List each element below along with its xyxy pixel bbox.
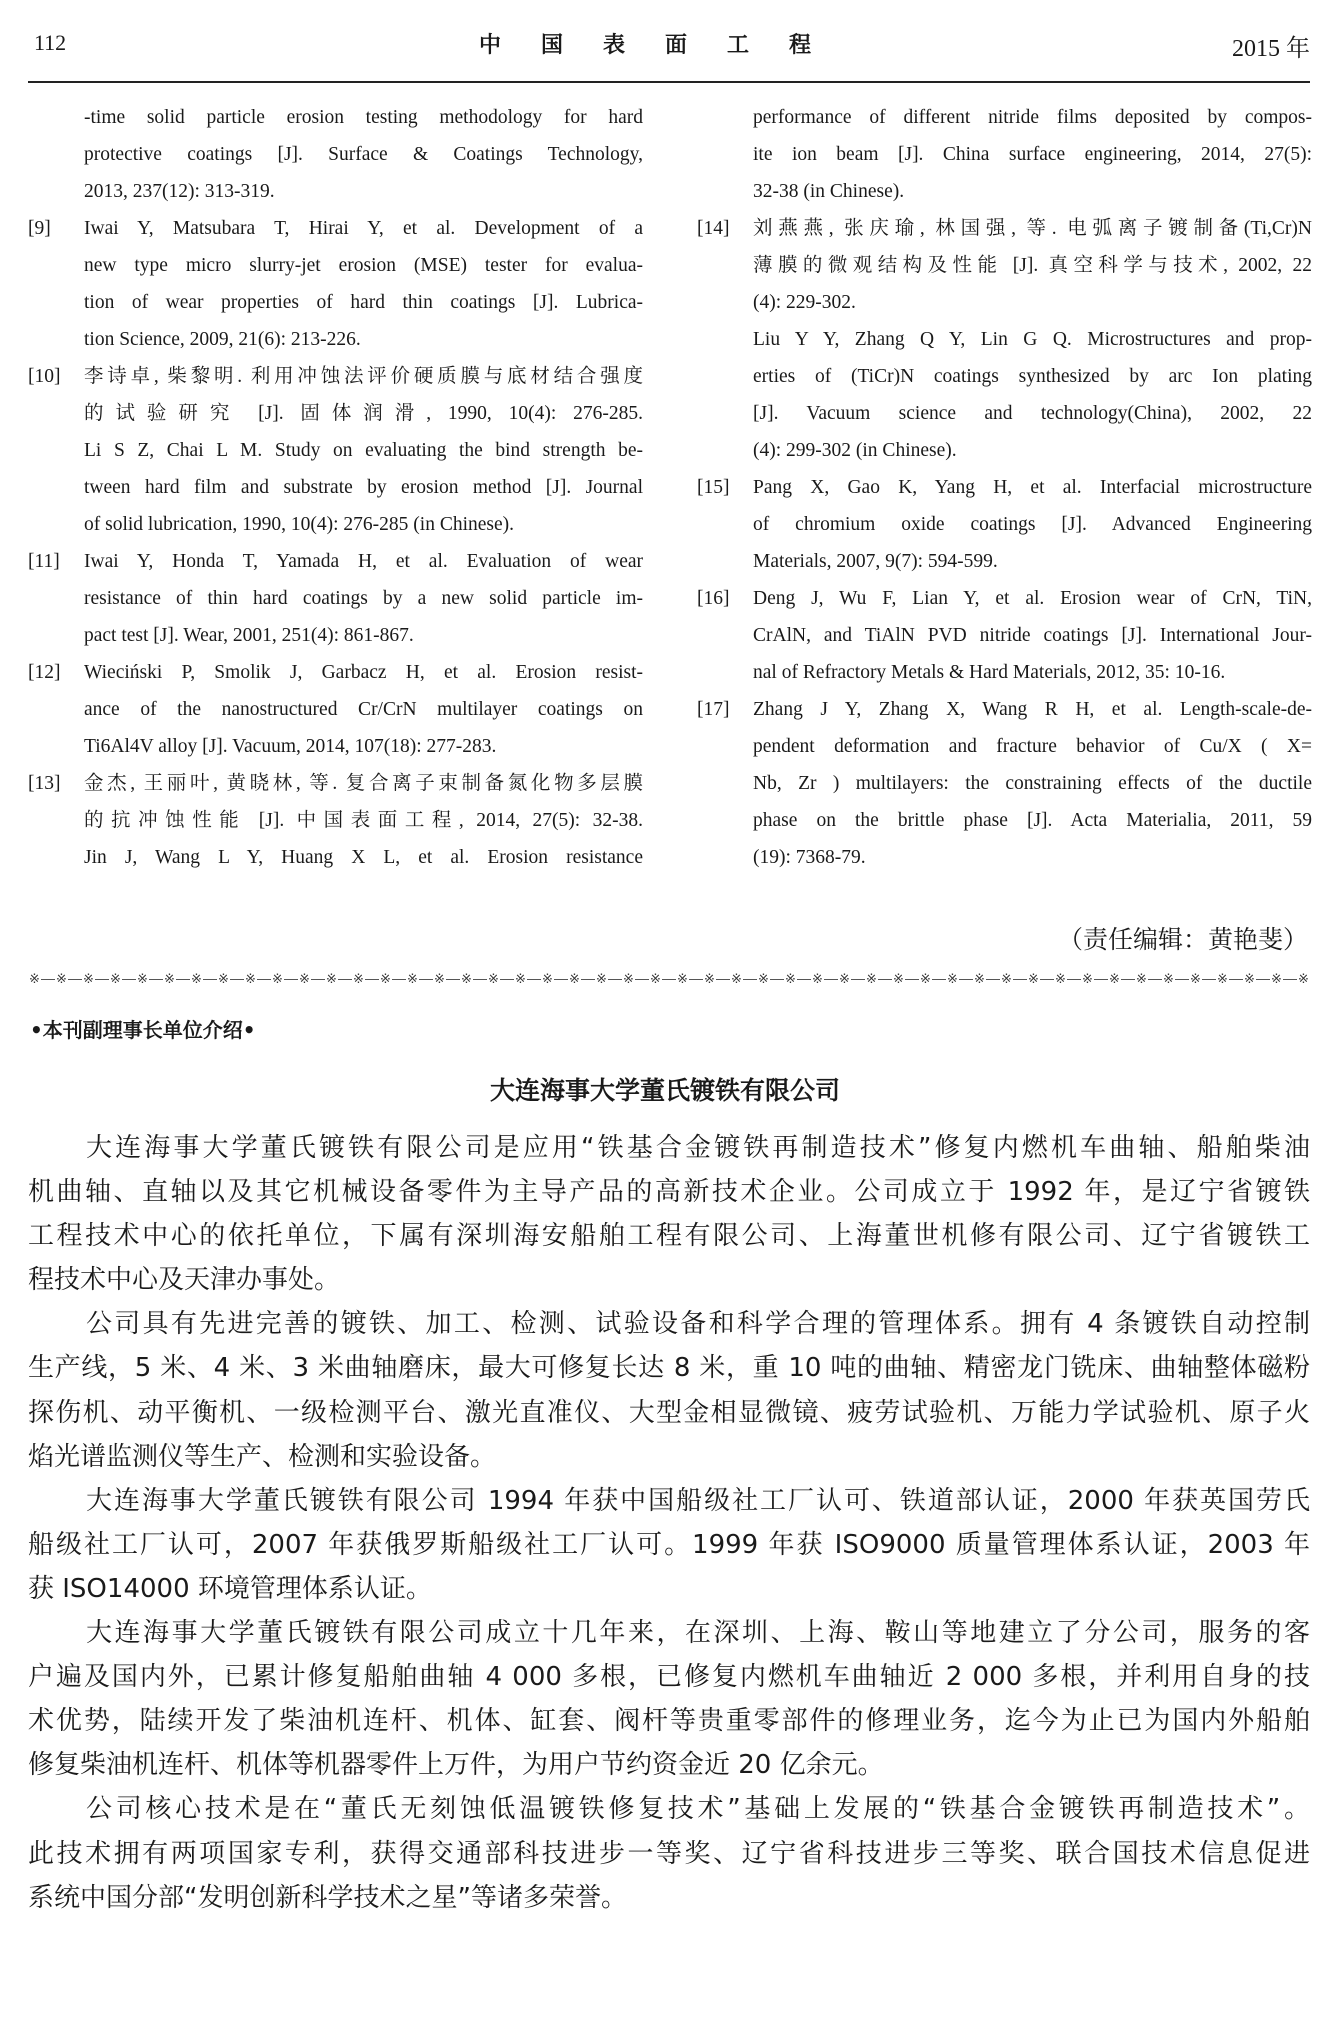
reference-line: tion Science, 2009, 21(6): 213-226. <box>84 329 361 350</box>
separator-ornament-icon: ※ <box>83 971 94 987</box>
reference-line: Pang X, Gao K, Yang H, et al. Interfacial microstructure <box>753 477 1312 498</box>
reference-item <box>697 210 1312 469</box>
separator-ornament-icon: ※ <box>191 971 202 987</box>
reference-label: [12] <box>28 662 61 683</box>
reference-line: CrAlN, and TiAlN PVD nitride coatings [J]. International Jour- <box>753 625 1312 646</box>
separator-ornament-icon: ※ <box>29 971 40 987</box>
reference-line: of solid lubrication, 1990, 10(4): 276-285 (in Chinese). <box>84 514 515 535</box>
reference-line: 的试验研究 [J]. 固体润滑, 1990, 10(4): 276-285. <box>84 403 643 424</box>
reference-label: [9] <box>28 218 51 239</box>
separator-ornament-icon: ※ <box>1136 971 1147 987</box>
paragraph-line: 术优势，陆续开发了柴油机连杆、机体、缸套、阀杆等贵重零部件的修理业务，迄今为止已为国内外船舶 <box>28 1706 1310 1737</box>
reference-label: [13] <box>28 773 61 794</box>
references-left-column <box>28 99 643 876</box>
reference-line: Li S Z, Chai L M. Study on evaluating the bind strength be- <box>84 440 643 461</box>
issue-year: 2015 年 <box>1232 36 1310 62</box>
reference-line: of chromium oxide coatings [J]. Advanced Engineering <box>753 514 1312 535</box>
paragraph-line: 系统中国分部“发明创新科学技术之星”等诸多荣誉。 <box>28 1882 627 1913</box>
paragraph-line: 大连海事大学董氏镀铁有限公司 1994 年获中国船级社工厂认可、铁道部认证，2000 年获英国劳氏 <box>86 1485 1310 1516</box>
section-separator <box>28 968 1310 990</box>
separator-ornament-icon: ※ <box>650 971 661 987</box>
reference-line: Liu Y Y, Zhang Q Y, Lin G Q. Microstructures and prop- <box>753 329 1312 350</box>
paragraph-line: 探伤机、动平衡机、一级检测平台、激光直准仪、大型金相显微镜、疲劳试验机、万能力学试验机、原子火 <box>28 1397 1310 1428</box>
separator-ornament-icon: ※ <box>1082 971 1093 987</box>
separator-ornament-icon: ※ <box>164 971 175 987</box>
paragraph-line: 获 ISO14000 环境管理体系认证。 <box>28 1573 432 1604</box>
separator-ornament-icon: ※ <box>461 971 472 987</box>
article-paragraph <box>28 1302 1310 1478</box>
separator-ornament-icon: ※ <box>1244 971 1255 987</box>
reference-line: nal of Refractory Metals & Hard Materials, 2012, 35: 10-16. <box>753 662 1226 683</box>
separator-ornament-icon: ※ <box>785 971 796 987</box>
reference-label: [17] <box>697 699 730 720</box>
separator-ornament-icon: ※ <box>812 971 823 987</box>
separator-ornament-icon: ※ <box>218 971 229 987</box>
separator-ornament-icon: ※ <box>1190 971 1201 987</box>
reference-label: [15] <box>697 477 730 498</box>
reference-item <box>28 543 643 654</box>
reference-item <box>28 654 643 765</box>
paragraph-line: 焰光谱监测仪等生产、检测和实验设备。 <box>28 1441 497 1472</box>
reference-line: Wieciński P, Smolik J, Garbacz H, et al. Erosion resist- <box>84 662 643 683</box>
reference-line: pact test [J]. Wear, 2001, 251(4): 861-867. <box>84 625 414 646</box>
reference-line: pendent deformation and fracture behavior of Cu/X ( X= <box>753 736 1312 757</box>
article-title: 大连海事大学董氏镀铁有限公司 <box>489 1076 840 1105</box>
reference-line: 李诗卓, 柴黎明. 利用冲蚀法评价硬质膜与底材结合强度 <box>84 366 643 387</box>
paragraph-line: 大连海事大学董氏镀铁有限公司成立十几年来，在深圳、上海、鞍山等地建立了分公司，服务的客 <box>86 1618 1310 1649</box>
reference-line: protective coatings [J]. Surface & Coatings Technology, <box>84 144 643 165</box>
separator-ornament-icon: ※ <box>623 971 634 987</box>
reference-line: (19): 7368-79. <box>753 847 866 868</box>
reference-line: phase on the brittle phase [J]. Acta Materialia, 2011, 59 <box>753 810 1312 831</box>
separator-ornament-icon: ※ <box>866 971 877 987</box>
separator-ornament-icon: ※ <box>1028 971 1039 987</box>
separator-ornament-icon: ※ <box>245 971 256 987</box>
reference-line: ance of the nanostructured Cr/CrN multilayer coatings on <box>84 699 643 720</box>
reference-line: tion of wear properties of hard thin coatings [J]. Lubrica- <box>84 292 643 313</box>
reference-line: Iwai Y, Honda T, Yamada H, et al. Evaluation of wear <box>84 551 643 572</box>
reference-label: [14] <box>697 218 730 239</box>
reference-line: (4): 229-302. <box>753 292 856 313</box>
reference-line: 32-38 (in Chinese). <box>753 181 905 202</box>
paragraph-line: 户遍及国内外，已累计修复船舶曲轴 4 000 多根，已修复内燃机车曲轴近 2 000 多根，并利用自身的技 <box>28 1662 1310 1693</box>
paragraph-line: 大连海事大学董氏镀铁有限公司是应用“铁基合金镀铁再制造技术”修复内燃机车曲轴、船舶柴油 <box>86 1133 1310 1163</box>
separator-ornament-icon: ※ <box>488 971 499 987</box>
paragraph-line: 公司具有先进完善的镀铁、加工、检测、试验设备和科学合理的管理体系。拥有 4 条镀铁自动控制 <box>86 1309 1310 1340</box>
journal-title: 中国表面工程 <box>478 33 851 58</box>
separator-ornament-icon: ※ <box>758 971 769 987</box>
reference-line: 的抗冲蚀性能 [J]. 中国表面工程, 2014, 27(5): 32-38. <box>84 810 643 831</box>
separator-ornament-icon: ※ <box>542 971 553 987</box>
separator-ornament-icon: ※ <box>1163 971 1174 987</box>
article-paragraph <box>28 1787 1310 1919</box>
reference-line: Materials, 2007, 9(7): 594-599. <box>753 551 998 572</box>
separator-ornament-icon: ※ <box>893 971 904 987</box>
references-right-column <box>697 99 1312 876</box>
separator-ornament-icon: ※ <box>1298 971 1309 987</box>
reference-label: [16] <box>697 588 730 609</box>
reference-line: [J]. Vacuum science and technology(China), 2002, 22 <box>753 403 1312 424</box>
reference-line: Zhang J Y, Zhang X, Wang R H, et al. Length-scale-de- <box>753 699 1312 720</box>
separator-ornament-icon: ※ <box>677 971 688 987</box>
reference-item <box>28 358 643 543</box>
separator-ornament-icon: ※ <box>569 971 580 987</box>
separator-ornament-icon: ※ <box>731 971 742 987</box>
separator-ornament-icon: ※ <box>1271 971 1282 987</box>
separator-ornament-icon: ※ <box>839 971 850 987</box>
separator-ornament-icon: ※ <box>704 971 715 987</box>
reference-item <box>697 691 1312 876</box>
reference-line: -time solid particle erosion testing methodology for hard <box>84 107 643 128</box>
reference-line: tween hard film and substrate by erosion method [J]. Journal <box>84 477 643 498</box>
reference-label: [10] <box>28 366 61 387</box>
reference-line: ite ion beam [J]. China surface engineering, 2014, 27(5): <box>753 144 1312 165</box>
separator-ornament-icon: ※ <box>1217 971 1228 987</box>
paragraph-line: 此技术拥有两项国家专利，获得交通部科技进步一等奖、辽宁省科技进步三等奖、联合国技术信息促进 <box>28 1838 1310 1869</box>
separator-ornament-icon: ※ <box>947 971 958 987</box>
reference-line: Deng J, Wu F, Lian Y, et al. Erosion wear of CrN, TiN, <box>753 588 1312 609</box>
reference-label: [11] <box>28 551 60 572</box>
article-paragraph <box>28 1479 1310 1611</box>
paragraph-line: 程技术中心及天津办事处。 <box>28 1265 341 1296</box>
reference-line: Nb, Zr ) multilayers: the constraining effects of the ductile <box>753 773 1312 794</box>
separator-ornament-icon: ※ <box>299 971 310 987</box>
reference-line: Iwai Y, Matsubara T, Hirai Y, et al. Development of a <box>84 218 643 239</box>
separator-ornament-icon: ※ <box>137 971 148 987</box>
reference-item <box>697 99 1312 210</box>
separator-ornament-icon: ※ <box>920 971 931 987</box>
separator-ornament-icon: ※ <box>380 971 391 987</box>
reference-item <box>697 580 1312 691</box>
section-label: •本刊副理事长单位介绍• <box>30 1018 256 1042</box>
separator-ornament-icon: ※ <box>407 971 418 987</box>
reference-line: resistance of thin hard coatings by a new solid particle im- <box>84 588 643 609</box>
reference-item <box>28 99 643 210</box>
reference-item <box>697 469 1312 580</box>
editor-note: （责任编辑：黄艳斐） <box>1057 925 1308 954</box>
reference-line: (4): 299-302 (in Chinese). <box>753 440 957 461</box>
reference-item <box>28 210 643 358</box>
article-paragraph <box>28 1126 1310 1302</box>
reference-line: new type micro slurry-jet erosion (MSE) tester for evalua- <box>84 255 643 276</box>
separator-ornament-icon: ※ <box>1055 971 1066 987</box>
separator-ornament-icon: ※ <box>353 971 364 987</box>
separator-ornament-icon: ※ <box>596 971 607 987</box>
reference-item <box>28 765 643 876</box>
paragraph-line: 生产线，5 米、4 米、3 米曲轴磨床，最大可修复长达 8 米，重 10 吨的曲轴、精密龙门铣床、曲轴整体磁粉 <box>28 1353 1310 1384</box>
reference-line: 薄膜的微观结构及性能 [J]. 真空科学与技术, 2002, 22 <box>753 255 1312 276</box>
separator-ornament-icon: ※ <box>56 971 67 987</box>
separator-ornament-icon: ※ <box>515 971 526 987</box>
page-number: 112 <box>34 30 67 55</box>
paragraph-line: 工程技术中心的依托单位，下属有深圳海安船舶工程有限公司、上海董世机修有限公司、辽宁省镀铁工 <box>28 1221 1310 1252</box>
header-rule <box>28 81 1310 83</box>
separator-ornament-icon: ※ <box>434 971 445 987</box>
separator-ornament-icon: ※ <box>326 971 337 987</box>
paragraph-line: 修复柴油机连杆、机体等机器零件上万件，为用户节约资金近 20 亿余元。 <box>28 1750 884 1781</box>
article-paragraph <box>28 1611 1310 1787</box>
separator-ornament-icon: ※ <box>1001 971 1012 987</box>
reference-line: erties of (TiCr)N coatings synthesized by arc Ion plating <box>753 366 1312 387</box>
separator-ornament-icon: ※ <box>110 971 121 987</box>
separator-ornament-icon: ※ <box>1109 971 1120 987</box>
reference-line: performance of different nitride films deposited by compos- <box>753 107 1312 128</box>
reference-line: Ti6Al4V alloy [J]. Vacuum, 2014, 107(18): 277-283. <box>84 736 497 757</box>
separator-ornament-icon: ※ <box>974 971 985 987</box>
reference-line: 金杰, 王丽叶, 黄晓林, 等. 复合离子束制备氮化物多层膜 <box>84 773 643 794</box>
reference-line: 2013, 237(12): 313-319. <box>84 181 275 202</box>
reference-line: Jin J, Wang L Y, Huang X L, et al. Erosion resistance <box>84 847 643 868</box>
article-body <box>28 1126 1310 1920</box>
paragraph-line: 船级社工厂认可，2007 年获俄罗斯船级社工厂认可。1999 年获 ISO9000 质量管理体系认证，2003 年 <box>28 1529 1310 1560</box>
paragraph-line: 机曲轴、直轴以及其它机械设备零件为主导产品的高新技术企业。公司成立于 1992 年，是辽宁省镀铁 <box>28 1177 1310 1208</box>
separator-ornament-icon: ※ <box>272 971 283 987</box>
reference-line: 刘燕燕, 张庆瑜, 林国强, 等. 电弧离子镀制备(Ti,Cr)N <box>753 218 1312 239</box>
paragraph-line: 公司核心技术是在“董氏无刻蚀低温镀铁修复技术”基础上发展的“铁基合金镀铁再制造技术”。 <box>86 1794 1310 1825</box>
